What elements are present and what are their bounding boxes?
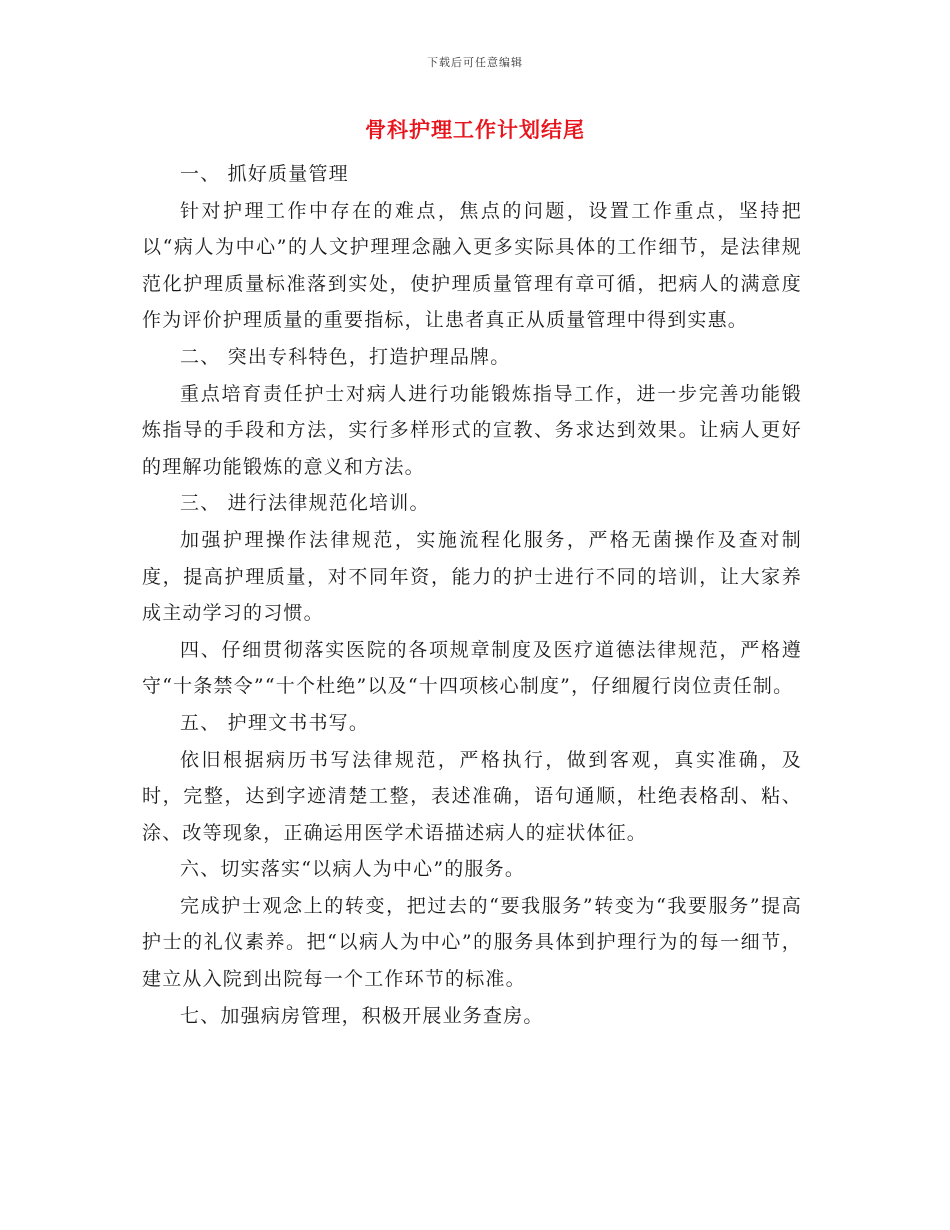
section-heading-3: 三、 进行法律规范化培训。 bbox=[180, 492, 430, 515]
section-heading-2: 二、 突出专科特色，打造护理品牌。 bbox=[180, 345, 511, 368]
document-title: 骨科护理工作计划结尾 bbox=[365, 117, 585, 142]
section-heading-1: 一、 抓好质量管理 bbox=[180, 163, 349, 185]
paragraph-quality-management: 针对护理工作中存在的难点，焦点的问题，设置工作重点，坚持把以“病人为中心”的人文护理理念融入更多实际具体的工作细节，是法律规范化护理质量标准落到实处，使护理质量管理有章可循，把病人的满意度作为评价护理质量的重要指标，让患者真正从质量管理中得到实惠。 bbox=[142, 199, 802, 332]
paragraph-document-writing: 依旧根据病历书写法律规范，严格执行，做到客观，真实准确，及时，完整，达到字迹清楚工整，表述准确，语句通顺，杜绝表格刮、粘、涂、改等现象，正确运用医学术语描述病人的症状体征。 bbox=[142, 748, 802, 844]
section-heading-7: 七、加强病房管理，积极开展业务查房。 bbox=[180, 1004, 544, 1027]
section-heading-4: 四、仔细贯彻落实医院的各项规章制度及医疗道德法律规范，严格遵守“十条禁令”“十个杜绝”以及“十四项核心制度”，仔细履行岗位责任制。 bbox=[142, 638, 802, 698]
document-body bbox=[142, 156, 802, 1034]
header-note: 下载后可任意编辑 bbox=[427, 56, 523, 69]
section-heading-6: 六、切实落实“以病人为中心”的服务。 bbox=[180, 858, 526, 881]
paragraph-specialty-features: 重点培育责任护士对病人进行功能锻炼指导工作，进一步完善功能锻炼指导的手段和方法，实行多样形式的宣教、务求达到效果。让病人更好的理解功能锻炼的意义和方法。 bbox=[142, 382, 802, 478]
section-heading-5: 五、 护理文书书写。 bbox=[180, 711, 370, 734]
paragraph-patient-centered-service: 完成护士观念上的转变，把过去的“要我服务”转变为“我要服务”提高护士的礼仪素养。把“以病人为中心”的服务具体到护理行为的每一细节，建立从入院到出院每一个工作环节的标准。 bbox=[142, 894, 802, 991]
paragraph-training: 加强护理操作法律规范，实施流程化服务，严格无菌操作及查对制度，提高护理质量，对不同年资，能力的护士进行不同的培训，让大家养成主动学习的习惯。 bbox=[142, 528, 802, 625]
